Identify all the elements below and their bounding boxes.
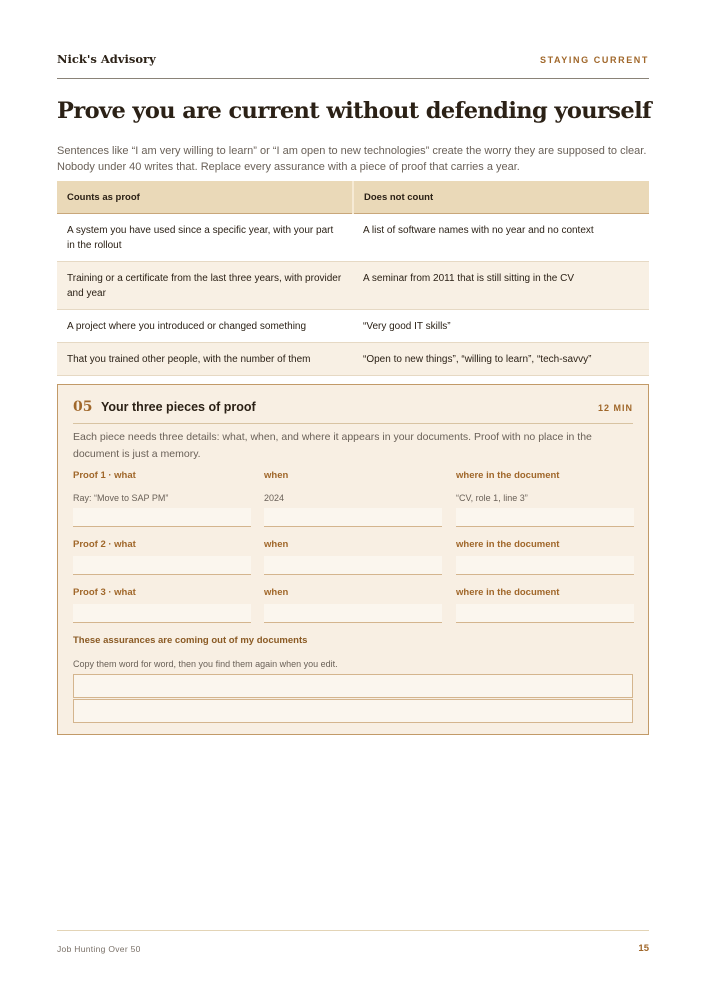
proof-3-when-label: when bbox=[264, 587, 289, 598]
proof-2-where-field[interactable] bbox=[456, 556, 634, 575]
proof-1-when-field[interactable] bbox=[264, 508, 442, 527]
table-cell: That you trained other people, with the number of them bbox=[57, 343, 353, 376]
assurance-line-2[interactable] bbox=[73, 699, 633, 723]
assurance-line-1[interactable] bbox=[73, 674, 633, 698]
exercise-duration: 12 MIN bbox=[597, 403, 633, 413]
proof-1-what-label: Proof 1 · what bbox=[73, 470, 136, 481]
table-cell: A seminar from 2011 that is still sitting in the CV bbox=[353, 262, 649, 310]
exercise-number: 05 bbox=[73, 399, 93, 415]
proof-1-what-field[interactable] bbox=[73, 508, 251, 527]
proof-2-what-field[interactable] bbox=[73, 556, 251, 575]
exercise-description: Each piece needs three details: what, when, and where it appears in your documents. Proof with no place in the document is just a memory. bbox=[73, 431, 592, 460]
column-header-not-count: Does not count bbox=[353, 181, 649, 214]
proof-table bbox=[57, 181, 649, 376]
proof-2-what-label: Proof 2 · what bbox=[73, 539, 136, 550]
table-cell: A system you have used since a specific year, with your part in the rollout bbox=[57, 214, 353, 262]
proof-1-where-example: “CV, role 1, line 3” bbox=[456, 493, 528, 503]
assurances-hint: Copy them word for word, then you find them again when you edit. bbox=[73, 659, 338, 669]
table-cell: Training or a certificate from the last three years, with provider and year bbox=[57, 262, 353, 310]
exercise-box bbox=[57, 384, 649, 735]
page-header bbox=[57, 52, 649, 79]
proof-3-when-field[interactable] bbox=[264, 604, 442, 623]
exercise-header bbox=[73, 399, 633, 424]
page-title: Prove you are current without defending yourself bbox=[57, 98, 652, 124]
proof-3-where-label: where in the document bbox=[456, 587, 560, 598]
proof-1-when-example: 2024 bbox=[264, 493, 285, 503]
proof-1-what-example: Ray: “Move to SAP PM” bbox=[73, 493, 169, 503]
proof-2-when-label: when bbox=[264, 539, 289, 550]
table-cell: A project where you introduced or changed something bbox=[57, 310, 353, 343]
proof-1-when-label: when bbox=[264, 470, 289, 481]
proof-3-where-field[interactable] bbox=[456, 604, 634, 623]
table-row bbox=[57, 310, 649, 343]
table-cell: “Very good IT skills” bbox=[353, 310, 649, 343]
table-row bbox=[57, 214, 649, 262]
exercise-title: Your three pieces of proof bbox=[101, 400, 256, 414]
table-cell: “Open to new things”, “willing to learn”, “tech-savvy” bbox=[353, 343, 649, 376]
proof-2-when-field[interactable] bbox=[264, 556, 442, 575]
page-footer bbox=[57, 930, 649, 961]
column-header-counts: Counts as proof bbox=[57, 181, 353, 214]
assurances-title: These assurances are coming out of my documents bbox=[73, 635, 308, 646]
section-label: STAYING CURRENT bbox=[539, 55, 649, 65]
table-header-row bbox=[57, 181, 649, 214]
brand-name: Nick's Advisory bbox=[57, 52, 156, 66]
table-cell: A list of software names with no year and no context bbox=[353, 214, 649, 262]
proof-1-where-field[interactable] bbox=[456, 508, 634, 527]
page-number: 15 bbox=[638, 943, 649, 954]
proof-2-where-label: where in the document bbox=[456, 539, 560, 550]
intro-paragraph: Sentences like “I am very willing to learn” or “I am open to new technologies” create the worry they are supposed to clear. Nobody under 40 writes that. Replace every assurance with a piece of proof that carries a year. bbox=[57, 145, 647, 173]
table-row bbox=[57, 343, 649, 376]
proof-3-what-field[interactable] bbox=[73, 604, 251, 623]
proof-1-where-label: where in the document bbox=[456, 470, 560, 481]
table-row bbox=[57, 262, 649, 310]
footer-book-title: Job Hunting Over 50 bbox=[57, 944, 141, 954]
proof-3-what-label: Proof 3 · what bbox=[73, 587, 136, 598]
